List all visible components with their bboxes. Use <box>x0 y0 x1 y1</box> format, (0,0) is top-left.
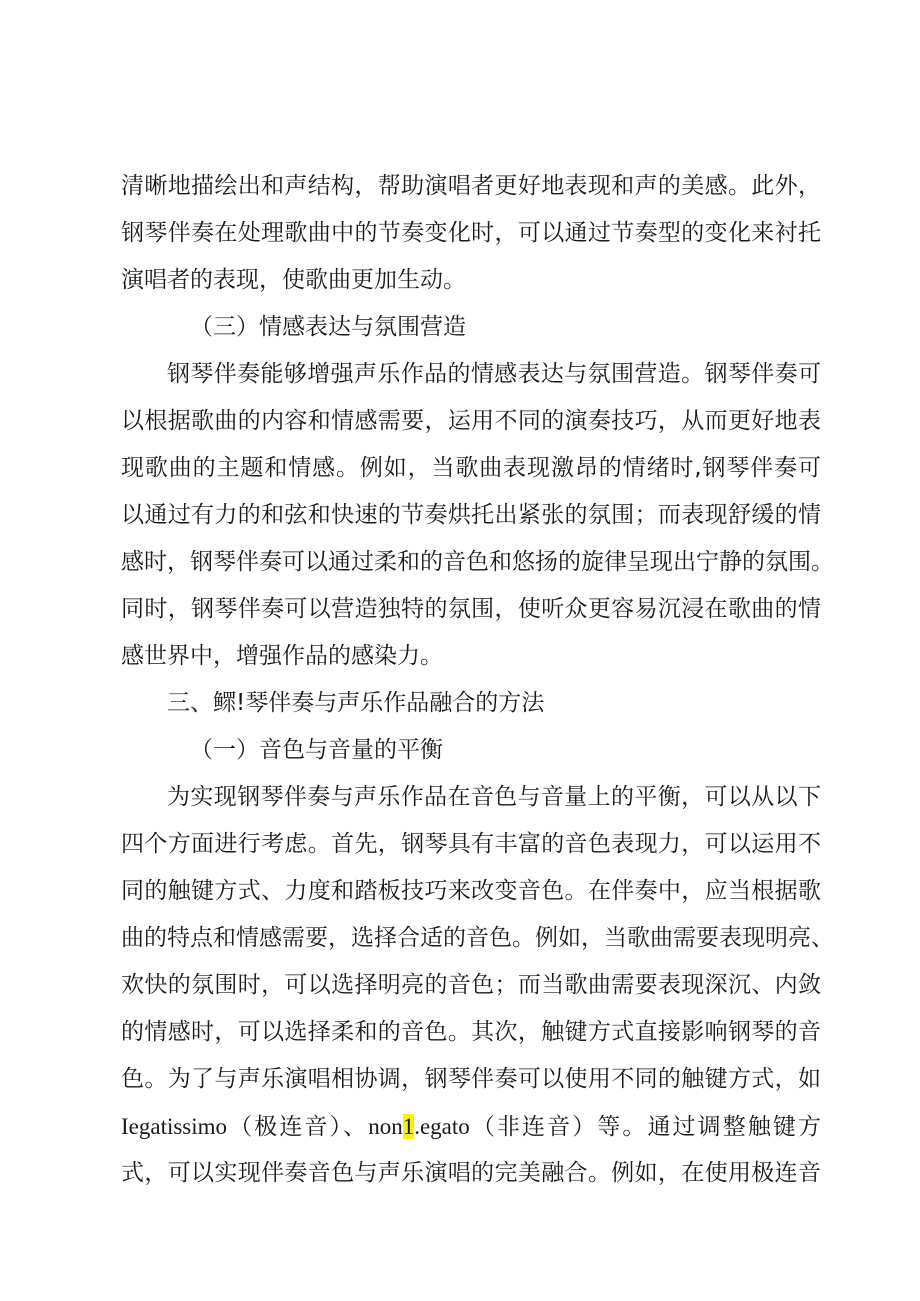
paragraph-line: 现歌曲的主题和情感。例如，当歌曲表现激昂的情绪时,钢琴伴奏可 <box>121 455 821 481</box>
paragraph-line: 钢琴伴奏能够增强声乐作品的情感表达与氛围营造。钢琴伴奏可 <box>167 361 821 387</box>
paragraph-line: 感世界中，增强作品的感染力。 <box>121 643 443 669</box>
paragraph-line-mixed <box>121 1103 821 1150</box>
paragraph-line: 以根据歌曲的内容和情感需要，运用不同的演奏技巧，从而更好地表 <box>121 408 821 434</box>
term-non-legato-suffix: .egato <box>414 1114 470 1139</box>
term-legatissimo: Iegatissimo <box>121 1114 228 1139</box>
paragraph-line: 同时，钢琴伴奏可以营造独特的氛围，使听众更容易沉浸在歌曲的情 <box>121 596 821 622</box>
paragraph-line: 为实现钢琴伴奏与声乐作品在音色与音量上的平衡，可以从以下 <box>167 784 821 810</box>
paragraph-line: 同的触键方式、力度和踏板技巧来改变音色。在伴奏中，应当根据歌 <box>121 878 821 904</box>
document-body <box>121 163 834 1197</box>
term-non-legato-prefix: non <box>368 1114 403 1139</box>
gloss-legatissimo: （极连音）、 <box>227 1114 369 1140</box>
gloss-non-legato: （非连音）等。通过调整触键方 <box>469 1114 822 1140</box>
paragraph-line: 以通过有力的和弦和快速的节奏烘托出紧张的氛围；而表现舒缓的情 <box>121 502 821 528</box>
highlight-mark: 1 <box>402 1114 415 1139</box>
paragraph-line: 色。为了与声乐演唱相协调，钢琴伴奏可以使用不同的触键方式，如 <box>121 1066 821 1092</box>
paragraph-line: 清晰地描绘出和声结构，帮助演唱者更好地表现和声的美感。此外， <box>121 173 821 199</box>
section-heading: （三）情感表达与氛围营造 <box>190 314 466 340</box>
paragraph-line: 曲的特点和情感需要，选择合适的音色。例如，当歌曲需要表现明亮、 <box>121 925 834 951</box>
paragraph-line: 的情感时，可以选择柔和的音色。其次，触键方式直接影响钢琴的音 <box>121 1019 821 1045</box>
paragraph-line: 钢琴伴奏在处理歌曲中的节奏变化时，可以通过节奏型的变化来衬托 <box>121 220 821 246</box>
paragraph-line: 四个方面进行考虑。首先，钢琴具有丰富的音色表现力，可以运用不 <box>121 831 821 857</box>
paragraph-line: 演唱者的表现，使歌曲更加生动。 <box>121 267 466 293</box>
paragraph-line: 感时，钢琴伴奏可以通过柔和的音色和悠扬的旋律呈现出宁静的氛围。 <box>121 549 834 575</box>
section-heading: （一）音色与音量的平衡 <box>190 737 443 763</box>
chapter-heading: 三、鳏!琴伴奏与声乐作品融合的方法 <box>167 690 545 716</box>
paragraph-line: 欢快的氛围时，可以选择明亮的音色；而当歌曲需要表现深沉、内敛 <box>121 972 821 998</box>
paragraph-line: 式，可以实现伴奏音色与声乐演唱的完美融合。例如，在使用极连音 <box>121 1160 821 1186</box>
